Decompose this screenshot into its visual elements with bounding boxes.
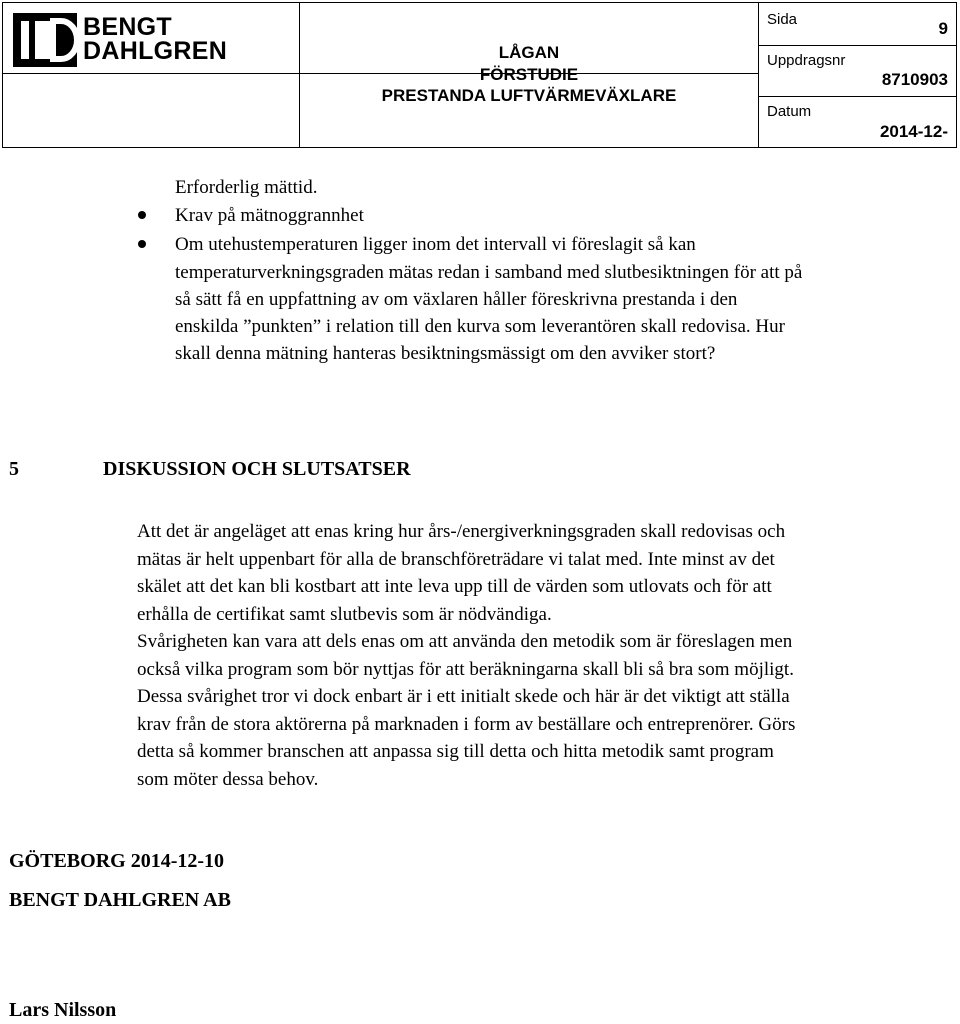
project-subject: PRESTANDA LUFTVÄRMEVÄXLARE: [381, 86, 677, 105]
date-value: 2014-12-: [879, 122, 948, 141]
body-line: mätas är helt uppenbart för alla de branschföreträdare vi talat med. Inte minst av det: [137, 548, 775, 570]
date-label: Datum: [767, 103, 812, 120]
signature-company: BENGT DAHLGREN AB: [9, 889, 231, 911]
bullet-icon: [138, 240, 146, 248]
header-logo-cell: [3, 3, 300, 147]
assignment-row: [759, 46, 956, 97]
page-row: [759, 3, 956, 46]
section-heading: [9, 458, 411, 481]
body-line: som möter dessa behov.: [137, 768, 319, 790]
body-line: Att det är angeläget att enas kring hur års-/energiverkningsgraden skall redovisas och: [137, 521, 786, 542]
logo-line-1: BENGT: [83, 13, 172, 41]
page-number: 9: [938, 19, 948, 38]
bullet-item-2-line-1: Om utehustemperaturen ligger inom det intervall vi föreslagit så kan: [175, 234, 696, 255]
signature-place-date: GÖTEBORG 2014-12-10: [9, 850, 225, 872]
body-line: Dessa svårighet tror vi dock enbart är i ett initialt skede och här är det viktigt att ställa: [137, 686, 790, 707]
assignment-number: 8710903: [881, 70, 948, 89]
bullet-icon: [138, 211, 146, 219]
bullet-item-1: Krav på mätnoggrannhet: [175, 205, 364, 226]
section-body: [137, 518, 959, 793]
project-title-block: [300, 3, 758, 105]
bullet-item-2-line-4: enskilda ”punkten” i relation till den kurva som leverantören skall redovisa. Hur: [175, 316, 785, 337]
company-logo-text: [83, 15, 227, 63]
body-line: krav från de stora aktörerna på marknaden i form av beställare och entreprenörer. Görs: [137, 713, 796, 735]
document-header: [2, 2, 957, 148]
body-line: erhålla de certifikat samt slutbevis som är nödvändiga.: [137, 603, 552, 625]
bullet-item-2-line-5: skall denna mätning hanteras besiktningsmässigt om den avviker stort?: [175, 343, 716, 364]
body-line: också vilka program som bör nyttjas för att beräkningarna skall bli så bra som möjligt.: [137, 658, 794, 680]
date-row: [759, 97, 956, 147]
page-label: Sida: [767, 11, 798, 28]
body-line: skälet att det kan bli kostbart att inte leva upp till de värden som utlovats och för att: [137, 576, 772, 597]
intro-line: Erforderlig mättid.: [175, 177, 318, 198]
signature-name: Lars Nilsson: [9, 999, 117, 1021]
header-project-cell: [300, 3, 759, 147]
project-name: LÅGAN: [498, 43, 560, 62]
company-logo-icon: [13, 13, 77, 67]
project-phase: FÖRSTUDIE: [479, 65, 579, 84]
body-line: Svårigheten kan vara att dels enas om att använda den metodik som är föreslagen men: [137, 631, 793, 652]
section-title: DISKUSSION OCH SLUTSATSER: [103, 458, 411, 480]
assignment-label: Uppdragsnr: [767, 52, 846, 69]
bullet-item-2-line-2: temperaturverkningsgraden mätas redan i samband med slutbesiktningen för att på: [175, 262, 803, 283]
logo-row: [3, 3, 299, 74]
header-meta-cell: [759, 3, 956, 147]
body-line: detta så kommer branschen att anpassa sig till detta och hitta metodik samt program: [137, 741, 774, 762]
bullet-item-2-line-3: så sätt få en uppfattning av om växlaren håller föreskrivna prestanda i den: [175, 289, 738, 310]
section-number: 5: [9, 458, 19, 480]
logo-line-2: DAHLGREN: [83, 37, 228, 65]
